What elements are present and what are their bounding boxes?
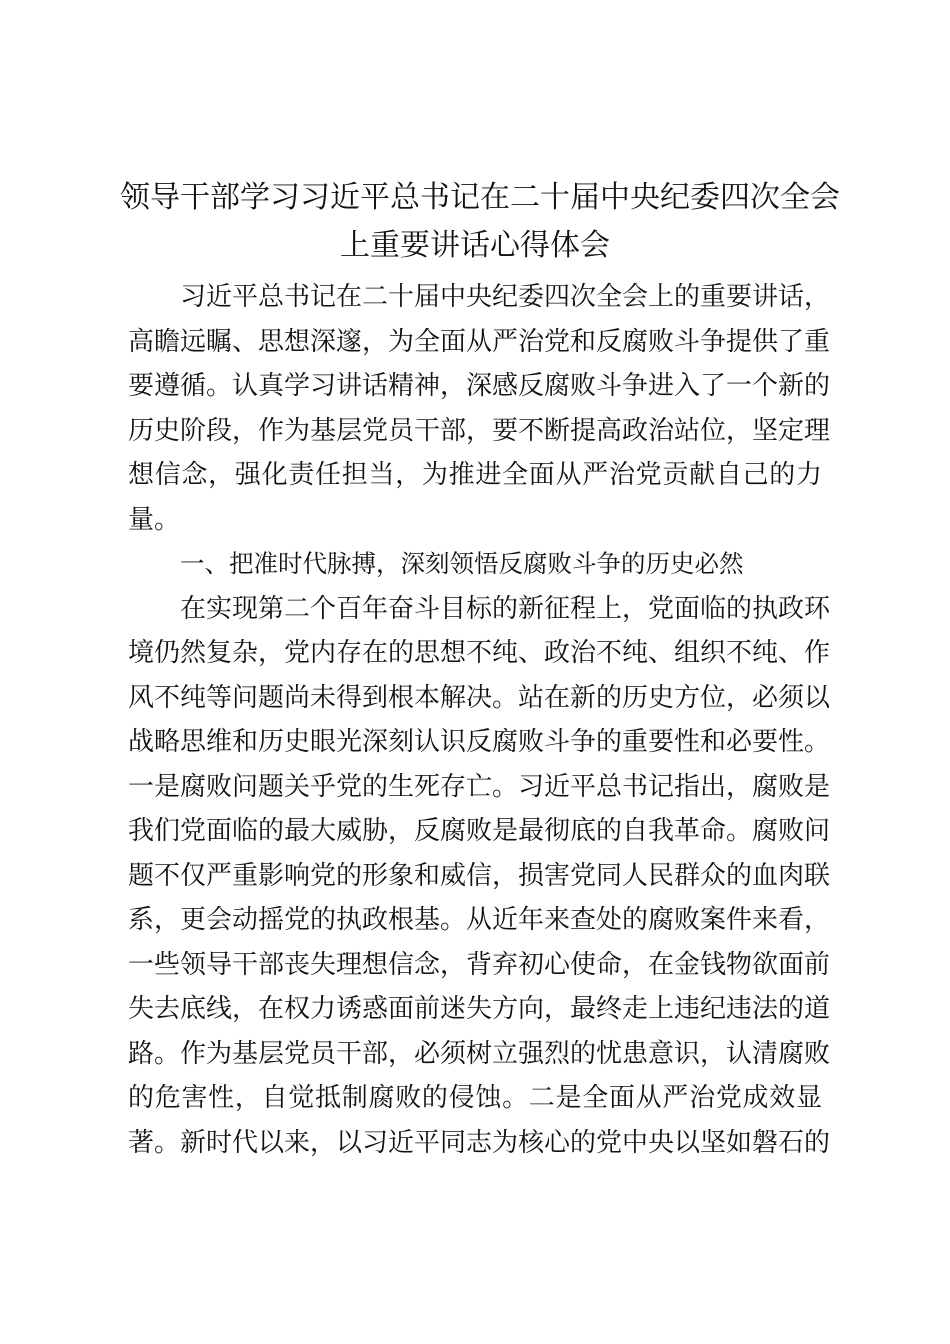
title-line-2: 上重要讲话心得体会 xyxy=(340,228,610,263)
text-line: 境仍然复杂，党内存在的思想不纯、政治不纯、组织不纯、作 xyxy=(128,638,831,668)
text-line: 的危害性，自觉抵制腐败的侵蚀。二是全面从严治党成效显 xyxy=(128,1083,822,1113)
text-line: 我们党面临的最大威胁，反腐败是最彻底的自我革命。腐败问 xyxy=(128,816,831,846)
text-line: 习近平总书记在二十届中央纪委四次全会上的重要讲话， xyxy=(180,282,831,312)
text-line: 题不仅严重影响党的形象和威信，损害党同人民群众的血肉联 xyxy=(128,860,831,891)
text-line: 历史阶段，作为基层党员干部，要不断提高政治站位，坚定理 xyxy=(128,415,831,446)
text-line: 路。作为基层党员干部，必须树立强烈的忧患意识，认清腐败 xyxy=(128,1038,831,1069)
text-line: 著。新时代以来，以习近平同志为核心的党中央以坚如磐石的 xyxy=(128,1127,831,1158)
section-heading: 一、把准时代脉搏，深刻领悟反腐败斗争的历史必然 xyxy=(180,549,744,578)
paragraph-intro xyxy=(128,275,831,542)
text-line: 一些领导干部丧失理想信念，背弃初心使命，在金钱物欲面前 xyxy=(128,949,831,980)
text-line: 要遵循。认真学习讲话精神，深感反腐败斗争进入了一个新的 xyxy=(128,371,831,401)
text-line: 高瞻远瞩、思想深邃，为全面从严治党和反腐败斗争提供了重 xyxy=(128,326,831,357)
text-line: 想信念，强化责任担当，为推进全面从严治党贡献自己的力 xyxy=(128,460,822,490)
document-body xyxy=(128,275,831,1165)
text-line: 战略思维和历史眼光深刻认识反腐败斗争的重要性和必要性。 xyxy=(128,727,831,757)
text-line: 一是腐败问题关乎党的生死存亡。习近平总书记指出，腐败是 xyxy=(128,771,831,802)
text-line: 风不纯等问题尚未得到根本解决。站在新的历史方位，必须以 xyxy=(128,682,831,713)
paragraph-section-1 xyxy=(128,587,831,1166)
text-line: 量。 xyxy=(128,504,181,535)
title-line-1: 领导干部学习习近平总书记在二十届中央纪委四次全会 xyxy=(120,180,840,215)
document-title xyxy=(120,174,840,270)
text-line: 在实现第二个百年奋斗目标的新征程上，党面临的执政环 xyxy=(180,593,831,624)
text-line: 系，更会动摇党的执政根基。从近年来查处的腐败案件来看， xyxy=(128,905,831,935)
text-line: 失去底线，在权力诱惑面前迷失方向，最终走上违纪违法的道 xyxy=(128,994,831,1024)
